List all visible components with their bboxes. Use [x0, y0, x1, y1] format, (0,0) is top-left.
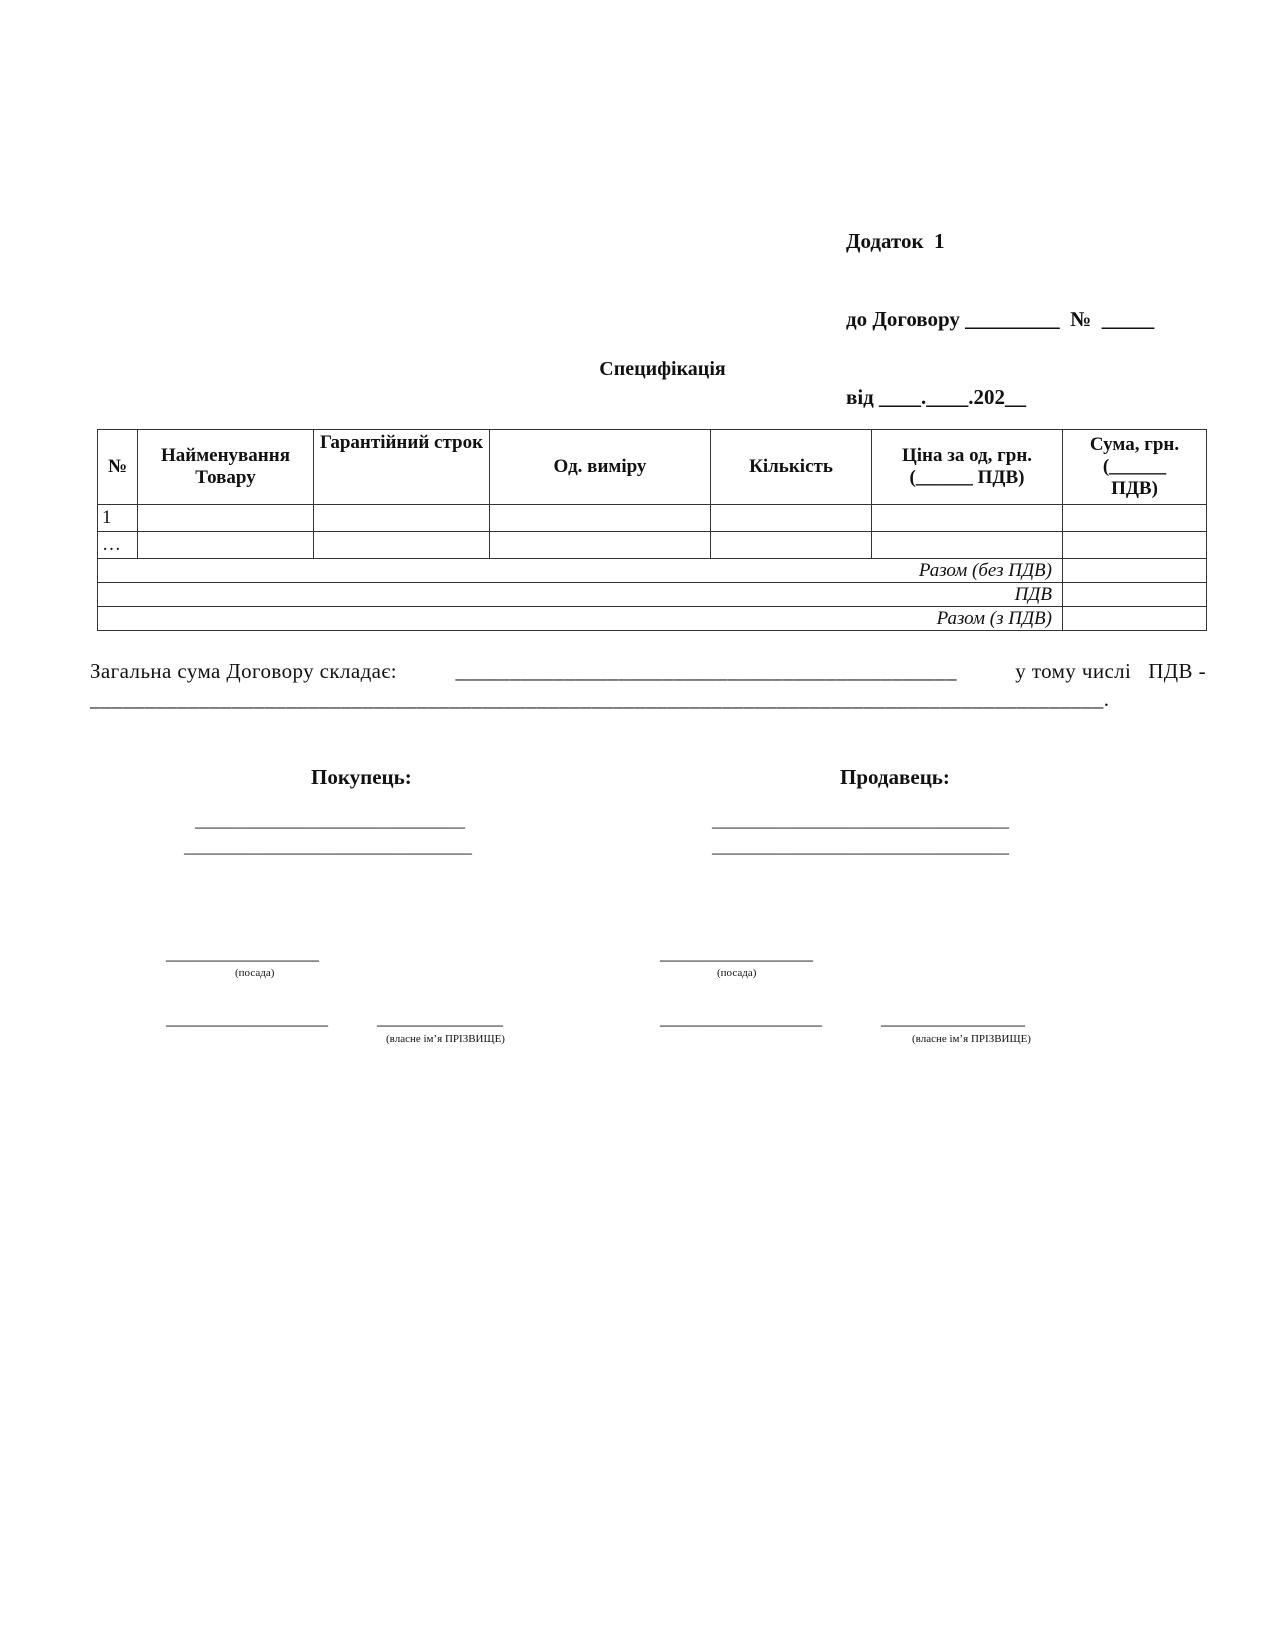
contract-reference: до Договору _________ № _____	[846, 307, 1155, 331]
unit-price-cell[interactable]	[872, 505, 1063, 532]
warranty-cell[interactable]	[314, 532, 490, 559]
col-unit-price-header: Ціна за од, грн. (______ ПДВ)	[872, 430, 1063, 505]
col-quantity-header: Кількість	[711, 430, 872, 505]
unit-cell[interactable]	[490, 505, 711, 532]
contract-total-blank[interactable]: ______________________________________________	[455, 659, 957, 683]
contract-total-paragraph	[90, 657, 1206, 713]
seller-position-caption: (посада)	[717, 967, 757, 979]
seller-position-line[interactable]: _________________	[660, 943, 813, 963]
subtotal-label: Разом (без ПДВ)	[98, 559, 1063, 583]
specification-table	[97, 429, 1207, 631]
buyer-name-line[interactable]: ______________	[377, 1008, 503, 1028]
sum-cell[interactable]	[1063, 505, 1207, 532]
subtotal-value[interactable]	[1063, 559, 1207, 583]
buyer-signature-line[interactable]: __________________	[166, 1008, 328, 1028]
buyer-details-line[interactable]: ______________________________	[195, 810, 465, 830]
quantity-cell[interactable]	[711, 505, 872, 532]
contract-date: від ____.____.202__	[846, 385, 1027, 409]
col-product-name-header: Найменування Товару	[138, 430, 314, 505]
vat-row	[98, 583, 1207, 607]
warranty-cell[interactable]	[314, 505, 490, 532]
row-number: 1	[98, 505, 138, 532]
vat-value[interactable]	[1063, 583, 1207, 607]
unit-cell[interactable]	[490, 532, 711, 559]
sum-cell[interactable]	[1063, 532, 1207, 559]
document-title: Специфікація	[599, 358, 726, 380]
total-label: Разом (з ПДВ)	[98, 607, 1063, 631]
buyer-name-caption: (власне ім’я ПРІЗВИЩЕ)	[386, 1033, 505, 1045]
appendix-header	[846, 176, 1154, 436]
appendix-number: Додаток 1	[846, 229, 945, 253]
col-warranty-header: Гарантійний строк	[314, 430, 490, 505]
table-header-row	[98, 430, 1207, 505]
vat-label: ПДВ	[98, 583, 1063, 607]
total-row	[98, 607, 1207, 631]
seller-details-line[interactable]: _________________________________	[712, 810, 1009, 830]
seller-signature-line[interactable]: __________________	[660, 1008, 822, 1028]
table-row	[98, 505, 1207, 532]
buyer-label: Покупець:	[311, 765, 412, 789]
col-sum-header: Сума, грн. (______ ПДВ)	[1063, 430, 1207, 505]
unit-price-cell[interactable]	[872, 532, 1063, 559]
contract-total-label: Загальна сума Договору складає:	[90, 659, 398, 683]
product-name-cell[interactable]	[138, 505, 314, 532]
total-value[interactable]	[1063, 607, 1207, 631]
seller-name-caption: (власне ім’я ПРІЗВИЩЕ)	[912, 1033, 1031, 1045]
subtotal-row	[98, 559, 1207, 583]
buyer-position-line[interactable]: _________________	[166, 943, 319, 963]
seller-details-line[interactable]: _________________________________	[712, 836, 1009, 856]
quantity-cell[interactable]	[711, 532, 872, 559]
vat-amount-blank[interactable]: _____________________________________________________________________________________________.	[90, 687, 1110, 711]
seller-label: Продавець:	[840, 765, 950, 789]
col-number-header: №	[98, 430, 138, 505]
seller-name-line[interactable]: ________________	[881, 1008, 1025, 1028]
vat-included-text: у тому числі ПДВ -	[1015, 659, 1206, 683]
product-name-cell[interactable]	[138, 532, 314, 559]
row-number: …	[98, 532, 138, 559]
buyer-position-caption: (посада)	[235, 967, 275, 979]
col-unit-header: Од. виміру	[490, 430, 711, 505]
buyer-details-line[interactable]: ________________________________	[184, 836, 472, 856]
table-row	[98, 532, 1207, 559]
